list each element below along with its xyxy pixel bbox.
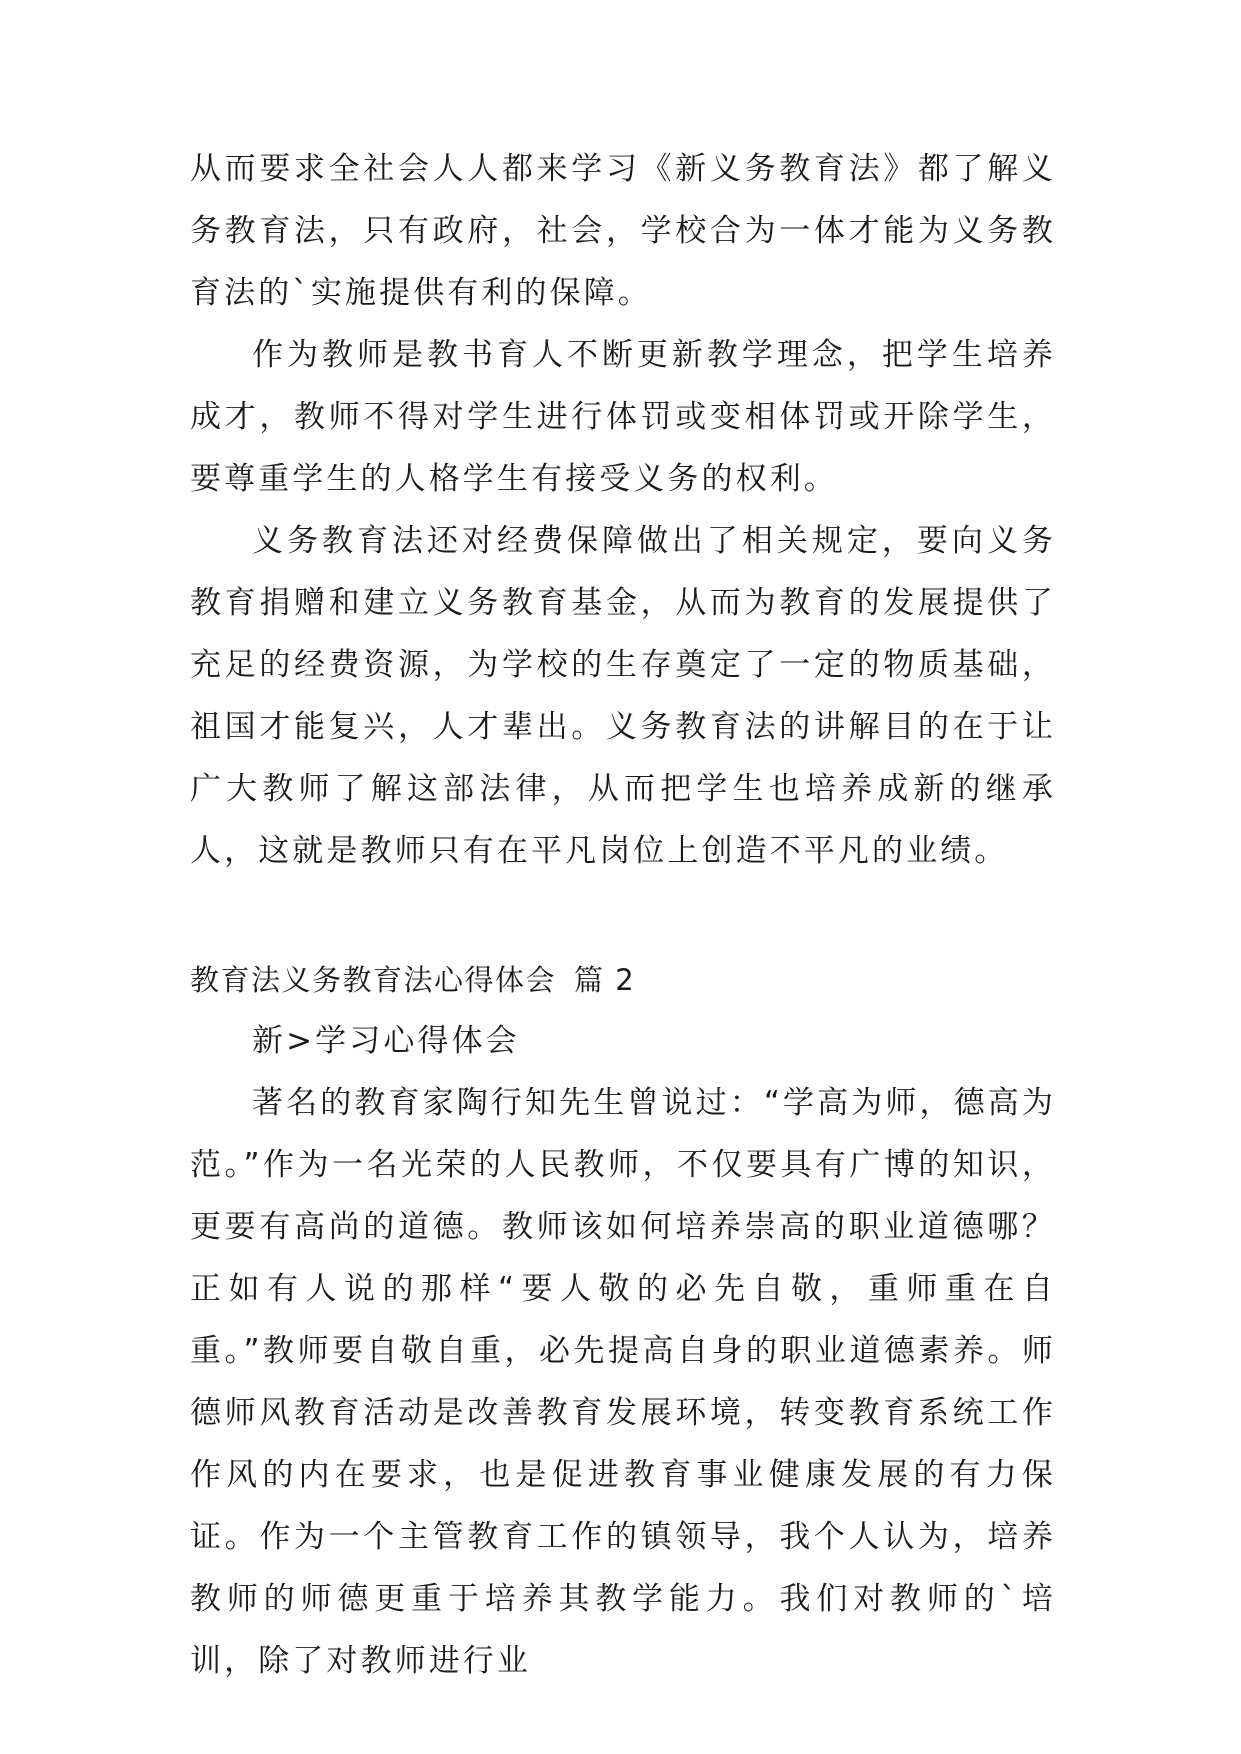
paragraph-continuation: 从而要求全社会人人都来学习《新义务教育法》都了解义务教育法，只有政府，社会，学校合为一体才能为义务教育法的`实施提供有利的保障。 — [190, 151, 1056, 311]
section-title: 教育法义务教育法心得体会 — [190, 963, 557, 997]
section-subtitle: 新>学习心得体会 — [252, 1023, 520, 1059]
paragraph-teacher-role: 作为教师是教书育人不断更新教学理念，把学生培养成才，教师不得对学生进行体罚或变相体罚或开除学生，要尊重学生的人格学生有接受义务的权利。 — [190, 337, 1056, 497]
paragraph-funding: 义务教育法还对经费保障做出了相关规定，要向义务教育捐赠和建立义务教育基金，从而为教育的发展提供了充足的经费资源，为学校的生存奠定了一定的物质基础，祖国才能复兴，人才辈出。义务教育法的讲解目的在于让广大教师了解这部法律，从而把学生也培养成新的继承人，这就是教师只有在平凡岗位上创造不平凡的业绩。 — [190, 523, 1056, 869]
section-part-number: 篇 2 — [574, 963, 636, 997]
paragraph-tao-xingzhi: 著名的教育家陶行知先生曾说过：“学高为师，德高为范。”作为一名光荣的人民教师，不仅要具有广博的知识，更要有高尚的道德。教师该如何培养崇高的职业道德哪？正如有人说的那样“要人敬的必先自敬，重师重在自重。”教师要自敬自重，必先提高自身的职业道德素养。师德师风教育活动是改善教育发展环境，转变教育系统工作作风的内在要求，也是促进教育事业健康发展的有力保证。作为一个主管教育工作的镇领导，我个人认为，培养教师的师德更重于培养其教学能力。我们对教师的`培训，除了对教师进行业 — [190, 1085, 1056, 1679]
section-heading — [190, 950, 1056, 1010]
document-body — [190, 138, 1056, 1692]
